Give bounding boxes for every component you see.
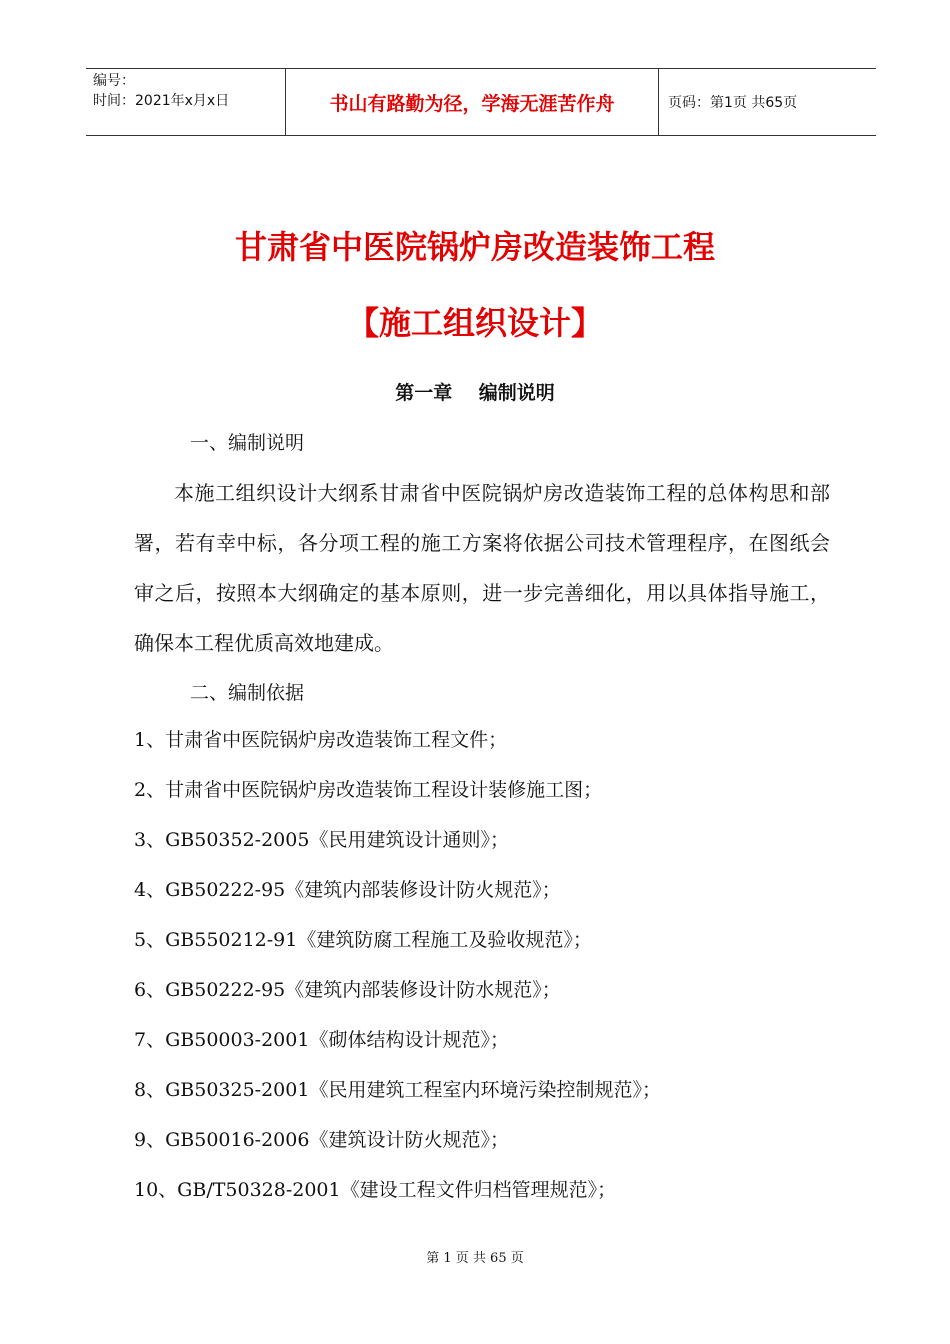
list-item: 3、GB50352-2005《民用建筑设计通则》； [134,829,509,851]
list-item: 2、甘肃省中医院锅炉房改造装饰工程设计装修施工图； [134,779,603,801]
section-heading-1: 一、编制说明 [190,432,305,454]
list-item: 9、GB50016-2006《建筑设计防火规范》； [134,1129,509,1151]
list-item: 4、GB50222-95《建筑内部装修设计防火规范》； [134,879,561,901]
header-meta [86,69,286,135]
time-label: 时间：2021年x月x日 [93,93,230,109]
chapter-heading: 第一章 编制说明 [395,382,555,404]
header-motto: 书山有路勤为径，学海无涯苦作舟 [286,69,659,135]
list-item: 6、GB50222-95《建筑内部装修设计防水规范》； [134,979,561,1001]
section-body-1: 本施工组织设计大纲系甘肃省中医院锅炉房改造装饰工程的总体构思和部署，若有幸中标，各分项工程的施工方案将依据公司技术管理程序，在图纸会审之后，按照本大纲确定的基本原则，进一步完善细化，用以具体指导施工，确保本工程优质高效地建成。 [134,481,830,655]
basis-list [134,720,661,1220]
list-item: 7、GB50003-2001《砌体结构设计规范》； [134,1029,509,1051]
list-item: 8、GB50325-2001《民用建筑工程室内环境污染控制规范》； [134,1079,661,1101]
list-item: 1、甘肃省中医院锅炉房改造装饰工程文件； [134,729,508,751]
document-header [86,68,876,136]
number-label: 编号： [93,73,135,89]
list-item: 10、GB/T50328-2001《建设工程文件归档管理规范》； [134,1179,617,1201]
document-title: 甘肃省中医院锅炉房改造装饰工程 [234,228,715,266]
list-item: 5、GB550212-91《建筑防腐工程施工及验收规范》； [134,929,592,951]
document-subtitle: 【施工组织设计】 [346,304,603,342]
page-footer: 第 1 页 共 65 页 [426,1251,524,1266]
header-page-info: 页码：第1页 共65页 [668,95,798,111]
section-heading-2: 二、编制依据 [190,682,305,704]
